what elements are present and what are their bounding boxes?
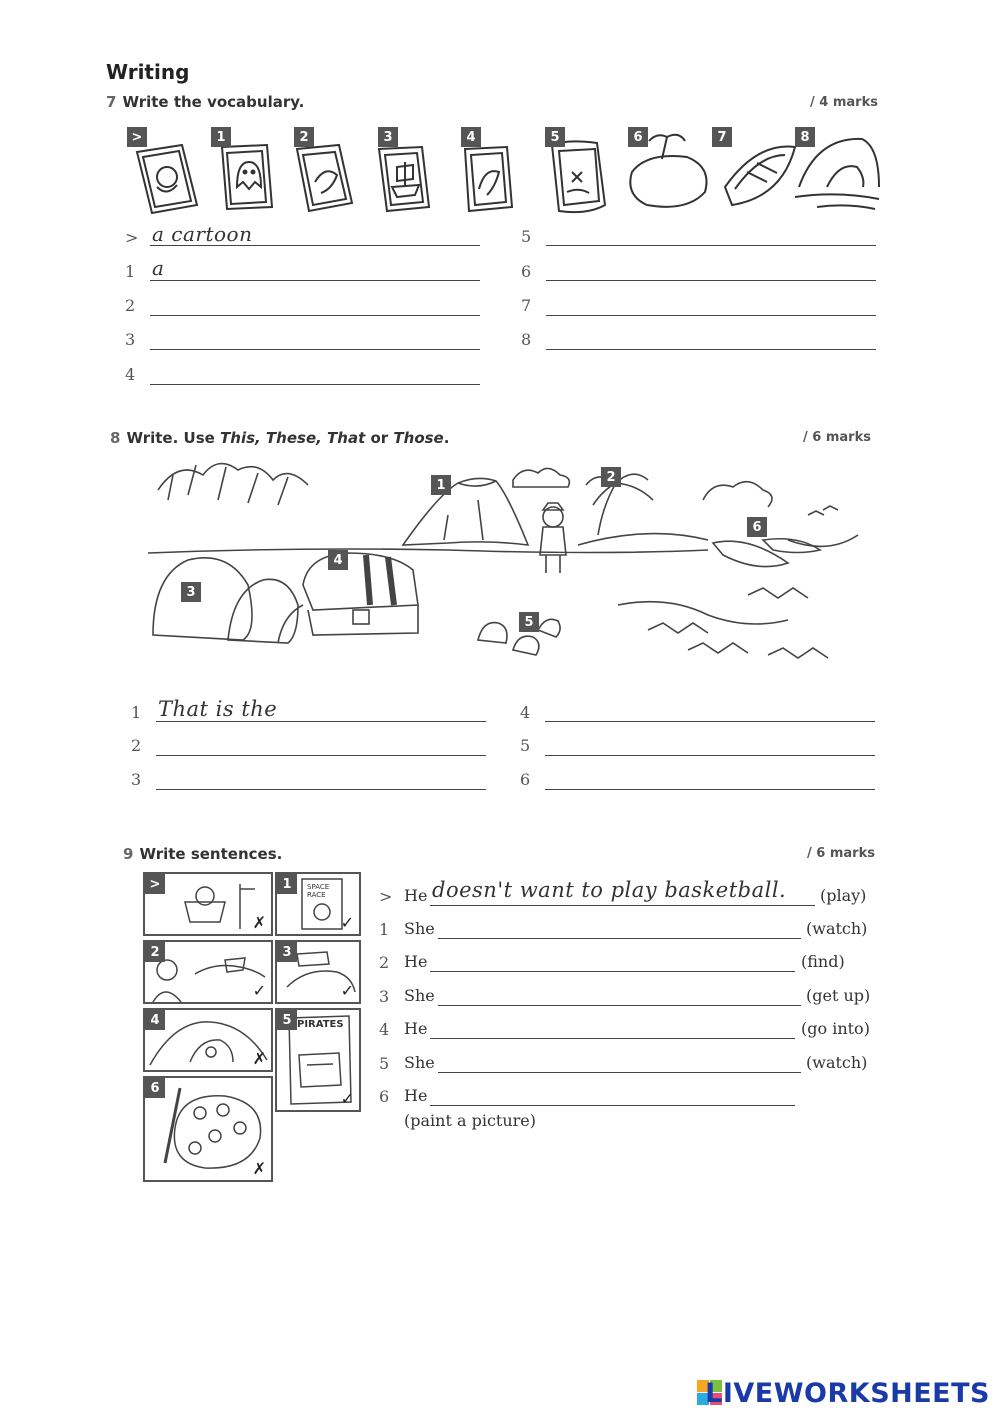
ex9-panel-2 [143, 940, 273, 1004]
ex7-picture-strip [127, 127, 879, 217]
pirate-ship-book-picture [379, 147, 429, 211]
ex9-panel-6 [143, 1076, 273, 1182]
ex7-answer-line[interactable] [546, 349, 876, 350]
ex9-answer-line[interactable] [430, 905, 815, 906]
ex7-answer-line[interactable] [546, 280, 876, 281]
ex8-answer-line[interactable] [545, 755, 875, 756]
ex9-title: Write sentences. [139, 845, 283, 863]
ex7-row-number: 4 [125, 365, 136, 384]
ex9-panel-example [143, 872, 273, 936]
ex9-verb-hint: (go into) [801, 1019, 870, 1038]
ex8-answer-line[interactable] [545, 789, 875, 790]
dragon-book-picture [297, 145, 352, 211]
monster-book-picture [465, 147, 512, 211]
ex8-row-number: 1 [131, 703, 142, 722]
ex8-scene-label: 6 [747, 517, 767, 537]
ex7-number: 7 [106, 93, 117, 111]
ex9-row-number: 2 [379, 953, 390, 972]
treasure-chest [303, 553, 418, 635]
ex7-row-number: 3 [125, 330, 136, 349]
ex9-subject: He [404, 1086, 428, 1105]
ex8-title-those: Those [393, 429, 444, 447]
ex9-number: 9 [123, 845, 134, 863]
ex7-answer-line[interactable] [546, 245, 876, 246]
ex9-row-number: 5 [379, 1054, 390, 1073]
cross-icon: ✗ [252, 1159, 266, 1178]
ex7-heading [106, 92, 304, 111]
comic-book-picture [137, 145, 197, 213]
rowing-boat-picture [725, 147, 795, 206]
cave-picture [795, 139, 879, 209]
ex7-answer-line[interactable] [150, 315, 480, 316]
ex9-row-number: > [379, 887, 393, 906]
ex8-title-part: . [443, 429, 450, 447]
ex9-subject: She [404, 986, 435, 1005]
ex9-panel-4 [143, 1008, 273, 1072]
island-scene-illustration [148, 455, 860, 680]
vocabulary-pictures [127, 127, 879, 217]
ex7-row-number: 7 [521, 296, 532, 315]
comic-cover-text: PIRATES [297, 1019, 344, 1030]
ex8-scene-label: 4 [328, 550, 348, 570]
ex7-picture-label: 6 [628, 127, 648, 147]
ex8-number: 8 [110, 429, 121, 447]
ex9-panel-label: 4 [145, 1010, 165, 1030]
comic-race-text: RACE [307, 891, 326, 899]
ex9-panel-label: > [145, 874, 165, 894]
ex9-answer-line[interactable] [438, 1005, 801, 1006]
ex9-panel-1 [275, 872, 361, 936]
ex9-verb-hint: (get up) [806, 986, 871, 1005]
ex9-panel-label: 3 [277, 942, 297, 962]
section-title: Writing [106, 60, 190, 84]
ex8-row-number: 3 [131, 770, 142, 789]
ex7-answer-line[interactable] [150, 384, 480, 385]
ex9-row-number: 4 [379, 1020, 390, 1039]
ex9-answer-line[interactable] [438, 938, 801, 939]
ex9-answer-line[interactable] [430, 971, 795, 972]
ex9-verb-hint: (paint a picture) [404, 1111, 536, 1130]
ex8-answer-line[interactable] [156, 755, 486, 756]
ex7-row-number: 8 [521, 330, 532, 349]
tick-icon: ✓ [340, 981, 354, 1000]
ex7-example-answer: a cartoon [152, 222, 253, 246]
cross-icon: ✗ [252, 1049, 266, 1068]
ex9-subject: He [404, 1019, 428, 1038]
ex8-title-demonstratives: This, These, That [220, 429, 366, 447]
ex9-panel-label: 5 [277, 1010, 297, 1030]
ex9-example-answer: doesn't want to play basketball. [432, 878, 787, 902]
ghost-book-picture [222, 145, 272, 209]
ex7-picture-label: 7 [712, 127, 732, 147]
ex8-title-part: Write. Use [126, 429, 221, 447]
ex7-answer-line[interactable] [150, 245, 480, 246]
ex9-subject: He [404, 886, 428, 905]
ex9-subject: She [404, 919, 435, 938]
cross-icon: ✗ [252, 913, 266, 932]
ex9-verb-hint: (play) [820, 886, 867, 905]
ex9-answer-line[interactable] [430, 1105, 795, 1106]
ex7-marks: / 4 marks [810, 95, 878, 110]
ex9-panel-label: 1 [277, 874, 297, 894]
ex8-row-number: 2 [131, 736, 142, 755]
ex7-picture-label: 8 [795, 127, 815, 147]
ex8-scene-label: 1 [431, 475, 451, 495]
ex7-picture-label: 5 [545, 127, 565, 147]
ex7-answer-line[interactable] [546, 315, 876, 316]
ex7-answer-line[interactable] [150, 349, 480, 350]
ex8-row-number: 6 [520, 770, 531, 789]
liveworksheets-logo-text: LIVEWORKSHEETS [705, 1378, 990, 1409]
ex9-row-number: 6 [379, 1087, 390, 1106]
ex7-row-number: 1 [125, 262, 136, 281]
treasure-map-picture [552, 141, 605, 212]
ex7-row-number: 6 [521, 262, 532, 281]
ex7-row-number: > [125, 228, 139, 247]
ex8-marks: / 6 marks [803, 430, 871, 445]
ex8-example-answer: That is the [158, 697, 278, 721]
ex8-scene-label: 3 [181, 582, 201, 602]
ex8-scene-label: 5 [519, 612, 539, 632]
ex9-heading [123, 844, 282, 863]
ex9-panel-label: 6 [145, 1078, 165, 1098]
ex9-verb-hint: (find) [801, 952, 845, 971]
pirate-figure [540, 503, 566, 573]
ex7-answer-prefix: a [152, 256, 165, 280]
ex7-picture-label: 1 [211, 127, 231, 147]
ex8-title-part: or [365, 429, 394, 447]
ex8-row-number: 5 [520, 736, 531, 755]
tick-icon: ✓ [340, 913, 354, 932]
ex8-answer-line[interactable] [545, 721, 875, 722]
ex9-subject: She [404, 1053, 435, 1072]
ex8-scene-label: 2 [601, 467, 621, 487]
ex9-row-number: 3 [379, 987, 390, 1006]
ex9-verb-hint: (watch) [806, 1053, 868, 1072]
ex9-subject: He [404, 952, 428, 971]
ex9-panel-5 [275, 1008, 361, 1112]
ex9-verb-hint: (watch) [806, 919, 868, 938]
ex8-answer-line[interactable] [156, 789, 486, 790]
ex7-picture-label: > [127, 127, 147, 147]
tick-icon: ✓ [252, 981, 266, 1000]
tick-icon: ✓ [340, 1089, 354, 1108]
ex9-panel-label: 2 [145, 942, 165, 962]
ex7-picture-label: 4 [461, 127, 481, 147]
ex8-row-number: 4 [520, 703, 531, 722]
ex9-row-number: 1 [379, 920, 390, 939]
boats [713, 539, 820, 567]
comic-space-text: SPACE [307, 883, 330, 891]
ex7-picture-label: 3 [378, 127, 398, 147]
ex9-answer-line[interactable] [438, 1072, 801, 1073]
ex9-marks: / 6 marks [807, 846, 875, 861]
ex8-heading [110, 428, 449, 447]
ex9-panel-3 [275, 940, 361, 1004]
ex8-answer-line[interactable] [156, 721, 486, 722]
ex7-answer-line[interactable] [150, 280, 480, 281]
ex7-row-number: 5 [521, 227, 532, 246]
ex9-answer-line[interactable] [430, 1038, 795, 1039]
ex8-island-scene [148, 455, 860, 680]
ex7-row-number: 2 [125, 296, 136, 315]
comic-cover-text [307, 883, 329, 899]
ex7-picture-label: 2 [294, 127, 314, 147]
ex7-title: Write the vocabulary. [122, 93, 305, 111]
